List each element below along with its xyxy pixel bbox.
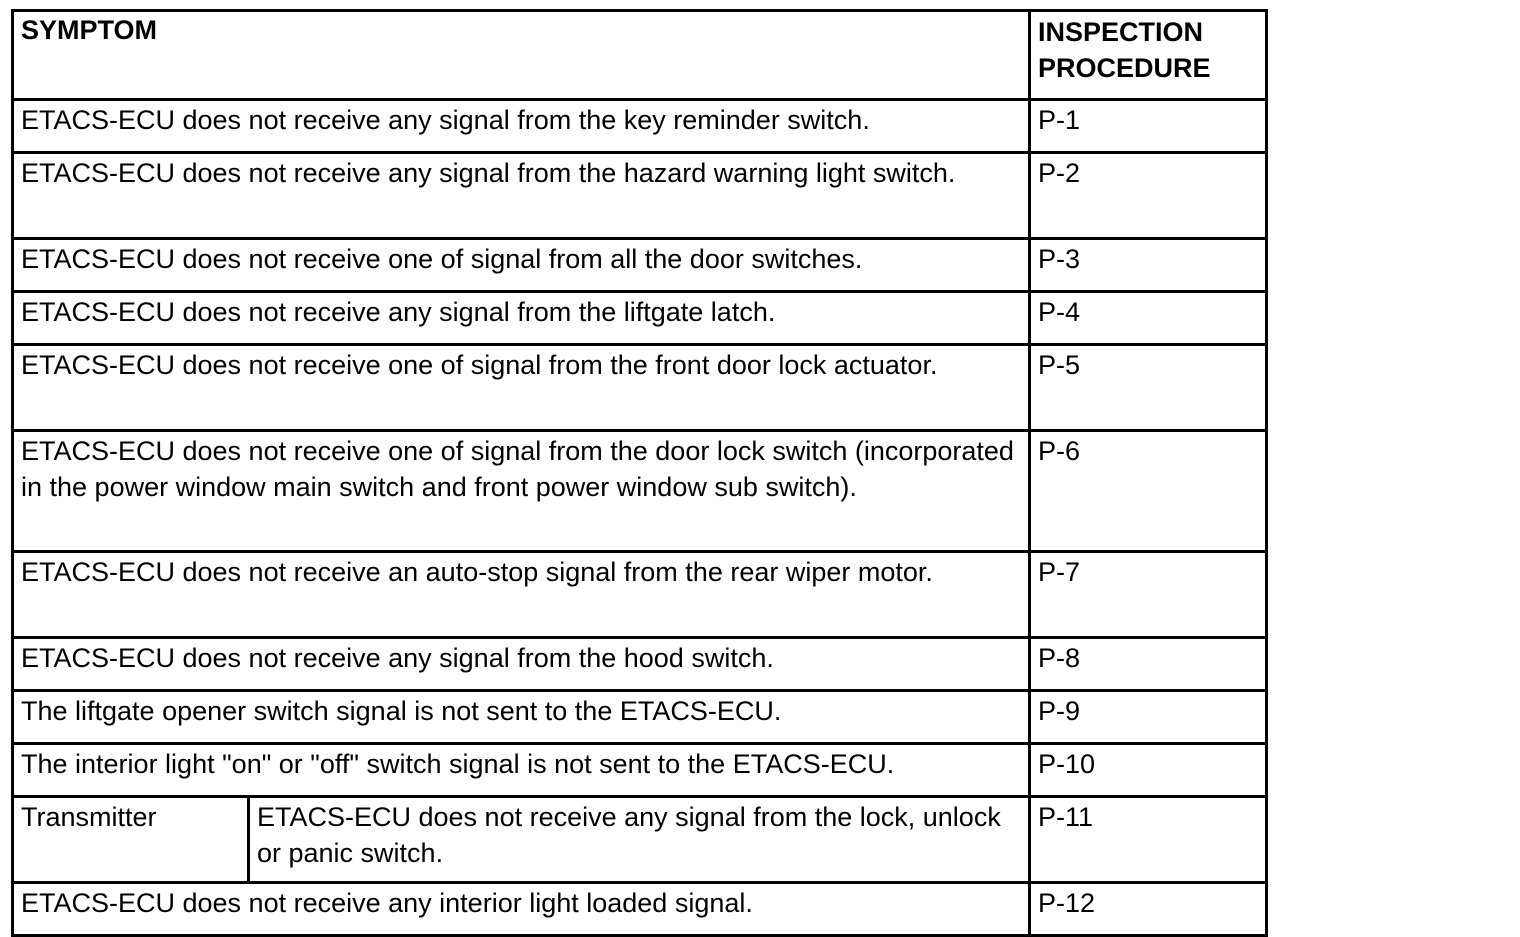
procedure-cell: P-12 — [1030, 883, 1267, 936]
procedure-cell: P-10 — [1030, 744, 1267, 797]
table-row — [13, 431, 1267, 552]
table-row — [13, 691, 1267, 744]
symptom-cell: The liftgate opener switch signal is not sent to the ETACS-ECU. — [13, 691, 1030, 744]
procedure-cell: P-7 — [1030, 552, 1267, 638]
table-row — [13, 292, 1267, 345]
procedure-cell: P-4 — [1030, 292, 1267, 345]
procedure-cell: P-1 — [1030, 100, 1267, 153]
table-row — [13, 883, 1267, 936]
procedure-cell: P-9 — [1030, 691, 1267, 744]
symptom-cell: ETACS-ECU does not receive any signal from the key reminder switch. — [13, 100, 1030, 153]
table-row — [13, 797, 1267, 883]
symptom-cell: ETACS-ECU does not receive an auto-stop signal from the rear wiper motor. — [13, 552, 1030, 638]
table-row — [13, 239, 1267, 292]
procedure-cell: P-6 — [1030, 431, 1267, 552]
header-symptom: SYMPTOM — [13, 11, 1030, 100]
table-header-row — [13, 11, 1267, 100]
table-row — [13, 638, 1267, 691]
symptom-cell: ETACS-ECU does not receive one of signal from all the door switches. — [13, 239, 1030, 292]
symptom-cell: ETACS-ECU does not receive any signal from the hood switch. — [13, 638, 1030, 691]
symptom-cell: ETACS-ECU does not receive one of signal from the front door lock actuator. — [13, 345, 1030, 431]
symptom-cell: ETACS-ECU does not receive any signal from the lock, unlock or panic switch. — [249, 797, 1030, 883]
procedure-cell: P-8 — [1030, 638, 1267, 691]
symptom-cell: ETACS-ECU does not receive one of signal from the door lock switch (incorporated in the power window main switch and front power window sub switch). — [13, 431, 1030, 552]
symptom-cell: ETACS-ECU does not receive any signal from the liftgate latch. — [13, 292, 1030, 345]
table-row — [13, 552, 1267, 638]
procedure-cell: P-5 — [1030, 345, 1267, 431]
category-cell: Transmitter — [13, 797, 249, 883]
table-row — [13, 744, 1267, 797]
symptom-cell: ETACS-ECU does not receive any signal from the hazard warning light switch. — [13, 153, 1030, 239]
procedure-cell: P-11 — [1030, 797, 1267, 883]
table-row — [13, 153, 1267, 239]
table-row — [13, 100, 1267, 153]
header-inspection-procedure: INSPECTION PROCEDURE — [1030, 11, 1267, 100]
symptom-cell: ETACS-ECU does not receive any interior light loaded signal. — [13, 883, 1030, 936]
procedure-cell: P-3 — [1030, 239, 1267, 292]
symptom-inspection-table — [11, 9, 1268, 937]
procedure-cell: P-2 — [1030, 153, 1267, 239]
symptom-cell: The interior light "on" or "off" switch signal is not sent to the ETACS-ECU. — [13, 744, 1030, 797]
table-row — [13, 345, 1267, 431]
